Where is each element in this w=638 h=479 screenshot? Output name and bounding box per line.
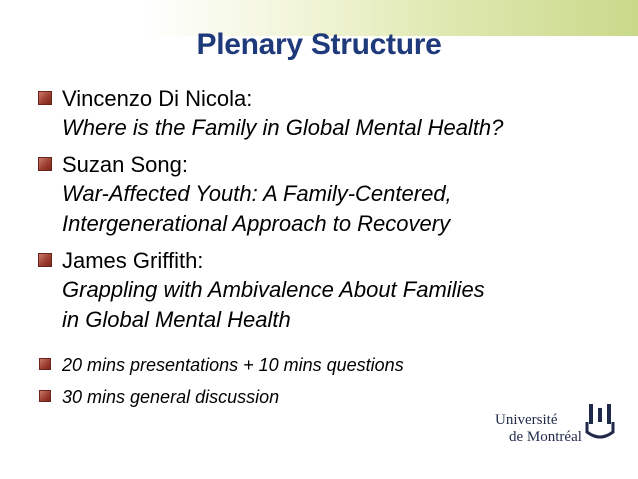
talk-title-line: in Global Mental Health [62,307,291,332]
bullet-square-icon [39,390,51,402]
talk-title-line: War-Affected Youth: A Family-Centered, [62,181,452,206]
bullet-item-1 [36,85,626,143]
speaker-name: Suzan Song: [62,152,188,177]
slide-title: Plenary Structure [196,28,442,61]
bullet-square-icon [38,253,52,267]
bullet-square-icon [38,91,52,105]
bullet-list [36,85,626,409]
bullet-square-icon [38,157,52,171]
talk-title-line: Grappling with Ambivalence About Families [62,277,485,302]
note-item-1 [36,353,626,377]
speaker-name: James Griffith: [62,248,204,273]
logo-line-2: de Montréal [509,429,582,445]
talk-title: Where is the Family in Global Mental Health? [62,115,504,140]
logo-line-1: Université [495,412,558,428]
schedule-note: 20 mins presentations + 10 mins questions [62,355,404,375]
bullet-square-icon [39,358,51,370]
speaker-name: Vincenzo Di Nicola: [62,86,253,111]
schedule-note: 30 mins general discussion [62,387,280,407]
bullet-item-2 [36,151,626,239]
universite-de-montreal-logo [495,400,620,455]
bullet-item-3 [36,247,626,335]
udem-emblem-icon [583,402,617,444]
talk-title-line: Intergenerational Approach to Recovery [62,211,451,236]
